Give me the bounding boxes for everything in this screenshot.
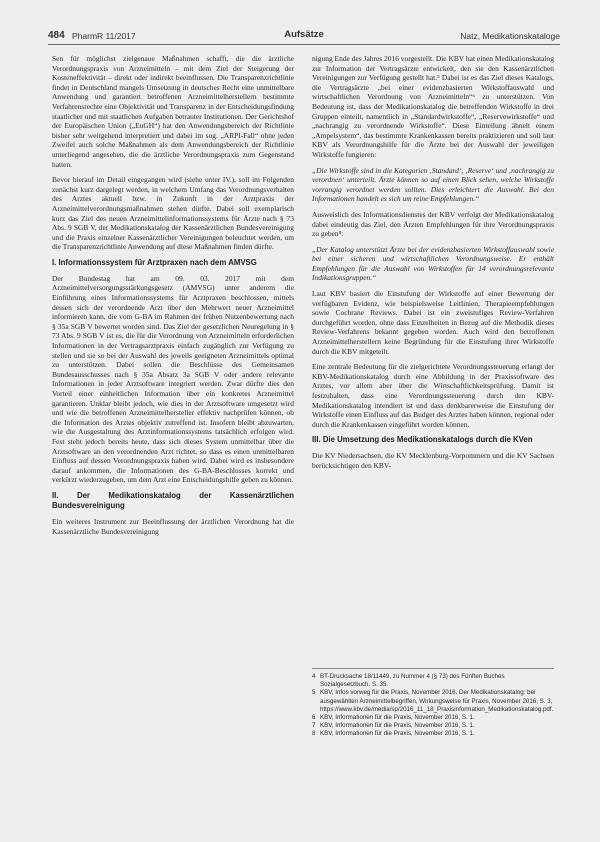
block-quote: „Der Katalog unterstützt Ärzte bei der evidenzbasierten Wirkstoffauswahl sowie bei einer sicheren und wirtschaftlichen Verordnungsweise. Er enthält Empfehlungen für die Auswahl von Wirkstoffen für 14 verordnungsrelevante Indikationsgruppen.“ <box>312 244 554 283</box>
paragraph: Die KV Niedersachsen, die KV Mecklenburg-Vorpommern und die KV Sachsen berücksichtigen den KBV- <box>312 451 554 470</box>
paragraph: Ein weiteres Instrument zur Beeinflussung der ärztlichen Verordnung hat die Kassenärztliche Bundesvereinigung <box>52 516 294 536</box>
footnote <box>312 714 554 722</box>
section-title: Aufsätze <box>284 29 324 40</box>
footnote-number: 8 <box>312 730 316 738</box>
paragraph: Der Bundestag hat am 09. 03. 2017 mit dem Arzneimittelversorgungsstärkungsgesetz (AMVSG) unter anderem die Einführung eines Informationssystems für Arztpraxen beschlossen, mittels dessen sich der verordnende Arzt über den Mehrwert neuer Arzneimittel informieren kann, die vom G-BA im Rahmen der frühen Nutzenbewertung nach § 35a SGB V bewertet worden sind. Das Ziel der gesetzlichen Neuregelung in § 73 Abs. 9 SGB V ist es, die für die Verordnung von Arzneimitteln erforderlichen Informationen in der Vertragsarztpraxis einfach zugänglich zur Verfügung zu stellen und sie so bei der Auswahl des jeweils geeigneten Arzneimittels optimal zu unterstützen. Dabei sollen die Beschlüsse des Gemeinsamen Bundesausschusses nach § 35a Absatz 3a SGB V oder andere relevante Informationen in jeder Arztsoftware integriert werden. Zwar dürfte dies den Vorteil einer einheitlichen Information über ein konkretes Arzneimittel garantieren. Unklar bleibt jedoch, wie dies in der Arztsoftware umgesetzt wird und wie die betroffenen Arzneimittelhersteller effektiv nachprüfen können, ob die Information des Arztes objektiv zutreffend ist. Insofern bleibt abzuwarten, wie die Ausgestaltung des Arztinformationssystems tatsächlich erfolgen wird. Fest steht jedoch bereits heute, dass sich dieses System unmittelbar über die Arztsoftware an den verordnenden Arzt richtet, so dass es einen unmittelbaren Einfluss auf dessen Verordnungspraxis haben wird. Dabei wird es insbesondere darauf ankommen, die Informationen des G-BA-Beschlusses korrekt und verkürzt wiederzugeben, um dem Arzt eine Entscheidungshilfe geben zu können. <box>52 273 294 485</box>
paragraph: Sen für möglichst zielgenaue Maßnahmen schafft, die die ärztliche Verordnungspraxis von Arzneimitteln – mit dem Ziel der Steigerung der Kosteneffektivität – direkt oder indirekt beeinflussen. Die Transparenzrichtlinie findet in Deutschland mangels Umsetzung in deutsches Recht eine unmittelbare Anwendung und garantiert betroffenen Arzneimittelherstellern bestimmte Verfahrensrechte eine Objektivität und Transparenz in der Entscheidungsfindung staatlicher und mit staatlichen Aufgaben betrauter Institutionen. Der Gerichtshof der Europäischen Union („EuGH“) hat den Anwendungsbereich der Richtlinie bisher sehr weitgehend interpretiert und dabei im sog. „ARPI-Fall“ ohne jeden Zweifel auch solche Maßnahmen als dem Anwendungsbereich der Richtlinie unterliegend angesehen, die die ärztliche Verordnungspraxis zum Gegenstand hatten. <box>52 54 294 169</box>
footnote-number: 4 <box>312 673 316 680</box>
footnotes <box>312 668 554 739</box>
paragraph: Eine zentrale Bedeutung für die zielgerichtete Verordnungssteuerung erlangt der KBV-Medikationskatalog durch eine Abbildung in der Praxissoftware des Arztes, vor allem aber über die Wirtschaftlichkeitsprüfung. Damit ist festzuhalten, dass eine Verordnungssteuerung durch den KBV-Medikationskatalog intendiert ist und dass denkbarerweise die Einstufung der Wirkstoffe einen Einfluss auf das Budget des Arztes haben können, regional oder durch die Krankenkassen eingeführt worden können. <box>312 362 554 429</box>
block-quote: „Die Wirkstoffe sind in die Kategorien ‚Standard‘, ‚Reserve‘ und ‚nachrangig zu verordnen‘ unterteilt. Ärzte können so auf einen Blick sehen, welche Wirkstoffe vorrangig verordnet werden sollten. Dies erleichtert die Auswahl. Bei den Informationen handelt es sich um reine Empfehlungen.“ <box>312 165 554 204</box>
section-heading: I. Informationssystem für Arztpraxen nach dem AMVSG <box>52 257 257 267</box>
paragraph: Bevor hierauf im Detail eingegangen wird (siehe unter IV.), soll im Folgenden zunächst kurz dargelegt werden, in welchem Umfang das Verordnungsverhalten des Arztes aktuell bzw. in Zukunft in der Arztpraxis der Arzneimittelverordnungsmaßnahmen stehen dürfte. Dabei soll exemplarisch kurz das Ziel des neuen Arzneimittelinformationssystems für Ärzte nach § 73 Abs. 9 SGB V, der Medikationskatalog der Kassenärztlichen Bundesvereinigung und die Praxis einzelner Kassenärztlicher Vereinigungen beleuchtet werden, um die Transparenzrichtlinie Anwendung auf diese Maßnahmen finden dürfte. <box>52 175 294 252</box>
left-column <box>52 54 294 542</box>
footnote <box>312 689 554 714</box>
footnote <box>312 730 554 738</box>
page-number: 484 <box>48 30 65 41</box>
right-column <box>312 54 554 477</box>
paragraph: Ausweislich des Informationsdienstes der KBV verfolgt der Medikationskatalog dabei eindeutig das Ziel, den Ärzten Empfehlungen für ihre Verordnungspraxis zu geben⁸: <box>312 209 554 239</box>
paragraph: nigung Ende des Jahres 2016 vorgestellt. Die KBV hat einen Medikationskatalog zur Information der Vertragsärzte entwickelt, den sie den Kassenärztlichen Vereinigungen zur Verfügung gestellt hat.⁵ Dabei ist es das Ziel dieses Katalogs, die Vertragsärzte „bei einer evidenzbasierten Wirkstoffauswahl und wirtschaftlichen Verordnung von Arzneimitteln“⁶ zu unterstützen. Von Bedeutung ist, dass der Medikationskatalog die betreffenden Wirkstoffe in drei Gruppen einteilt, namentlich in „Standardwirkstoffe“, „Reservewirkstoffe“ und „nachrangig zu verordnende Wirkstoffe“. Diese Einteilung ähnelt einem „Ampelsystem“, das bestimmte Krankenkassen bereits praktizieren und soll laut KBV als Verordnungshilfe für die Ärzte bei der Auswahl der jeweiligen Wirkstoffe fungieren: <box>312 54 554 159</box>
section-heading: II. Der Medikationskatalog der Kassenärztlichen Bundesvereinigung <box>52 490 294 510</box>
footnote <box>312 673 554 689</box>
footnote <box>312 722 554 730</box>
paragraph: Laut KBV basiert die Einstufung der Wirkstoffe auf einer Bewertung der verfügbaren Evidenz, wie beispielsweise Leitlinien, Therapieempfehlungen sowie Cochrane Reviews. Dabei ist ein zweistufiges Review-Verfahren durchgeführt worden, ohne dass Einzelheiten in Bezug auf die Methodik dieses Review-Verfahrens bekannt gegeben worden. Auch wird den betroffenen Arzneimittelherstellern keine Begründung für die Einstufung ihrer Wirkstoffe durch die KBV mitgeteilt. <box>312 289 554 356</box>
section-heading: III. Die Umsetzung des Medikationskatalogs durch die KVen <box>312 435 533 445</box>
footnote-number: 5 <box>312 689 316 697</box>
header-rule <box>48 44 560 45</box>
footnote-text: KBV, Infos vorweg für die Praxis, November 2016, Der Medikationskatalog: bei ausgewählten Arzneimittelbegriffen, Wirkungsweise für Praxis, November 2016, S. 3, https://www.kbv.de/media/sp/2016_11_18_Praxisinformation_Medikationskatalog.pdf. <box>320 689 554 713</box>
footnote-number: 7 <box>312 722 316 730</box>
footnote-text: KBV, Informationen für die Praxis, November 2016, S. 1. <box>320 730 475 738</box>
footnote-number: 6 <box>312 714 316 722</box>
running-title: Natz, Medikationskataloge <box>460 31 560 41</box>
footnote-text: KBV, Informationen für die Praxis, November 2016, S. 1. <box>320 714 475 722</box>
journal-name: PharmR 11/2017 <box>72 31 136 41</box>
footnote-text: KBV, Informationen für die Praxis, November 2016, S. 1. <box>320 722 475 730</box>
footnote-text: BT-Drucksache 18/11449, zu Nummer 4 (§ 73) des Fünften Buches Sozialgesetzbuch, S. 35. <box>320 673 505 689</box>
